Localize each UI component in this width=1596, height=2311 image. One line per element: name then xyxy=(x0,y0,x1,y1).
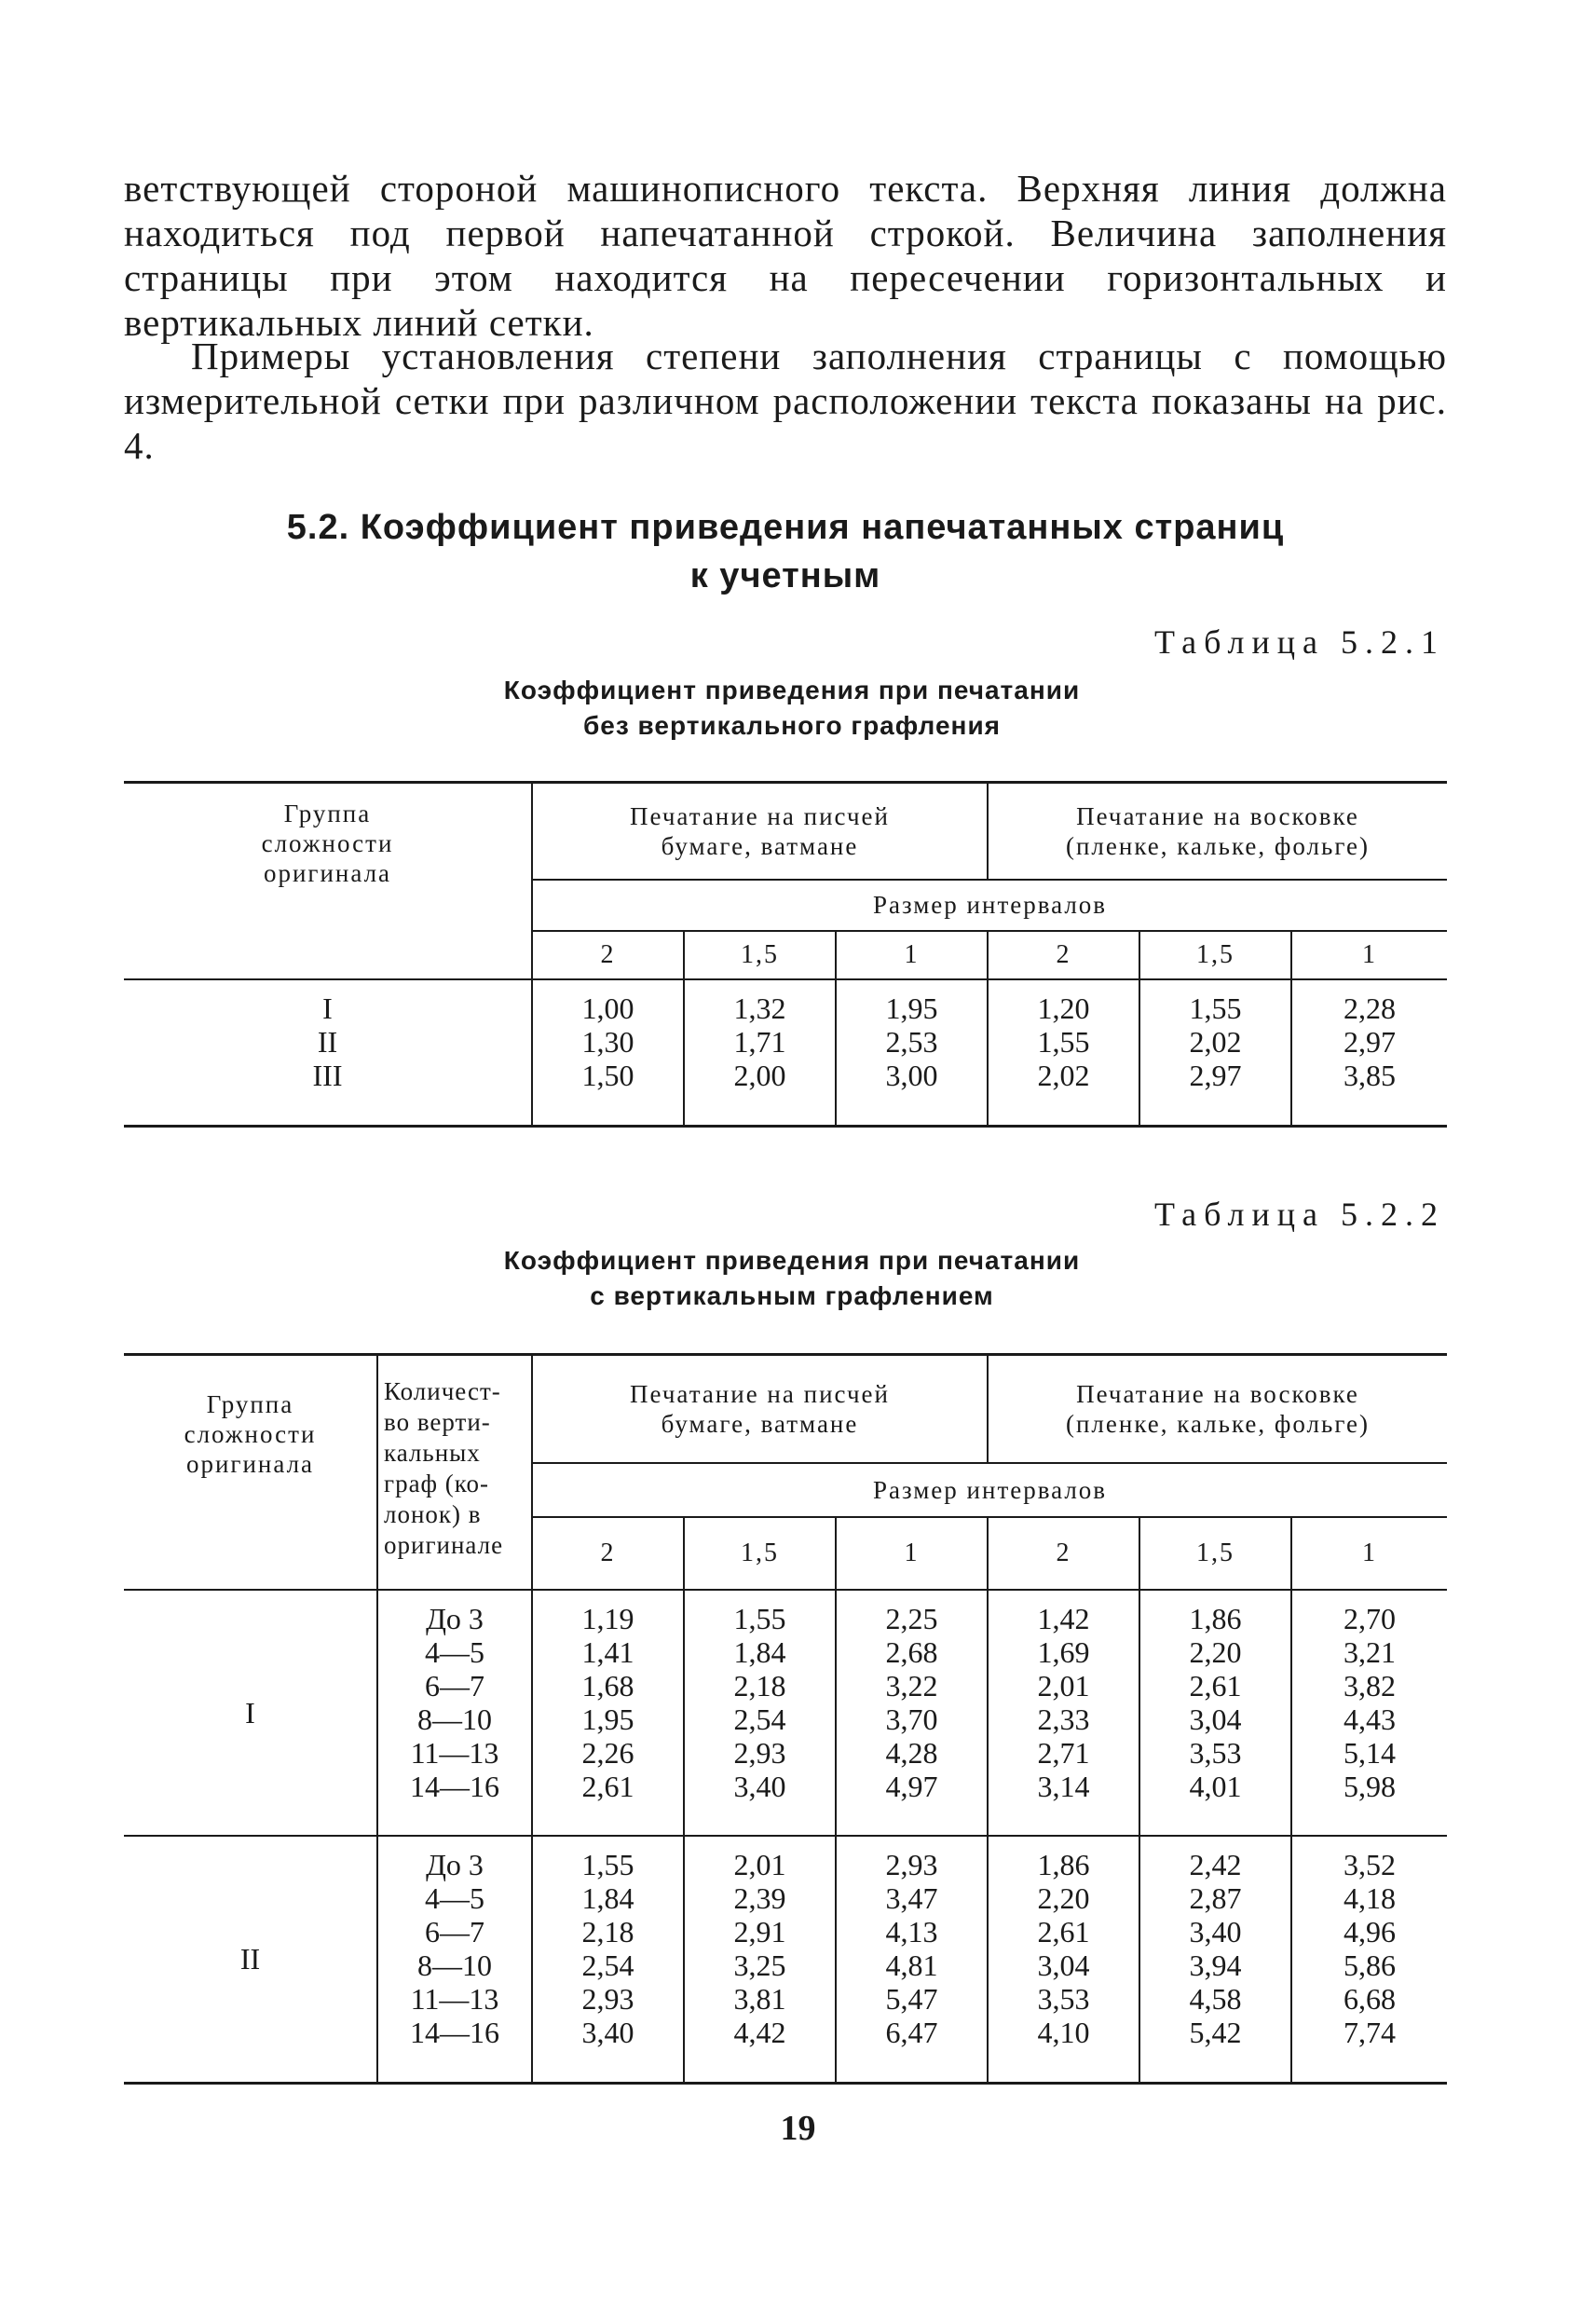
table1 xyxy=(124,781,1447,1128)
section-title-line-1: 5.2. Коэффициент приведения напечатанных страниц xyxy=(286,508,1285,547)
table1-col-header: 2 xyxy=(988,931,1139,979)
section-title xyxy=(124,503,1447,600)
table2-value-cell: 1,55 1,84 2,18 2,54 2,93 3,40 xyxy=(532,1836,684,2084)
table2-col-header: 2 xyxy=(988,1517,1139,1590)
table1-col-header: 1,5 xyxy=(684,931,836,979)
table2-group-cell: I xyxy=(124,1590,377,1836)
table2-col-header: 1,5 xyxy=(684,1517,836,1590)
table2-caption-line-1: Коэффициент приведения при печатании xyxy=(503,1246,1081,1275)
table2-group-cell: II xyxy=(124,1836,377,2084)
table2-header-paper: Печатание на писчей бумаге, ватмане xyxy=(532,1355,988,1463)
table1-caption-line-1: Коэффициент приведения при печатании xyxy=(503,676,1081,704)
table2-count-cell: До 3 4—5 6—7 8—10 11—13 14—16 xyxy=(377,1590,532,1836)
table2-col-header: 1 xyxy=(836,1517,988,1590)
table1-header-interval: Размер интервалов xyxy=(532,880,1447,931)
table2 xyxy=(124,1353,1447,2085)
table1-value-cell: 1,00 1,30 1,50 xyxy=(532,979,684,1127)
table1-groups-cell: I II III xyxy=(124,979,532,1127)
table1-value-cell: 1,55 2,02 2,97 xyxy=(1139,979,1291,1127)
table1-caption xyxy=(280,673,1304,744)
page-number: 19 xyxy=(780,2109,816,2148)
section-title-line-2: к учетным xyxy=(689,556,881,595)
table2-col-header: 1 xyxy=(1291,1517,1447,1590)
table1-value-cell: 1,32 1,71 2,00 xyxy=(684,979,836,1127)
table2-value-cell: 1,42 1,69 2,01 2,33 2,71 3,14 xyxy=(988,1590,1139,1836)
table2-header-count: Количест- во верти- кальных граф (ко- лонок) в оригинале xyxy=(377,1355,532,1590)
table2-value-cell: 2,42 2,87 3,40 3,94 4,58 5,42 xyxy=(1139,1836,1291,2084)
table2-value-cell: 1,55 1,84 2,18 2,54 2,93 3,40 xyxy=(684,1590,836,1836)
table2-header-wax: Печатание на восковке (пленке, кальке, фольге) xyxy=(988,1355,1447,1463)
table1-header-paper: Печатание на писчей бумаге, ватмане xyxy=(532,783,988,880)
table2-count-cell: До 3 4—5 6—7 8—10 11—13 14—16 xyxy=(377,1836,532,2084)
table2-value-cell: 1,86 2,20 2,61 3,04 3,53 4,10 xyxy=(988,1836,1139,2084)
table1-col-header: 1 xyxy=(1291,931,1447,979)
table1-col-header: 1,5 xyxy=(1139,931,1291,979)
table2-value-cell: 3,52 4,18 4,96 5,86 6,68 7,74 xyxy=(1291,1836,1447,2084)
table2-value-cell: 1,86 2,20 2,61 3,04 3,53 4,01 xyxy=(1139,1590,1291,1836)
table2-header-interval: Размер интервалов xyxy=(532,1463,1447,1517)
table1-value-cell: 1,95 2,53 3,00 xyxy=(836,979,988,1127)
table2-value-cell: 2,25 2,68 3,22 3,70 4,28 4,97 xyxy=(836,1590,988,1836)
table2-header-group: Группа сложности оригинала xyxy=(124,1355,377,1590)
table1-value-cell: 2,28 2,97 3,85 xyxy=(1291,979,1447,1127)
table2-col-header: 2 xyxy=(532,1517,684,1590)
table2-caption xyxy=(280,1243,1304,1314)
table1-caption-line-2: без вертикального графления xyxy=(582,711,1001,740)
table2-caption-line-2: с вертикальным графлением xyxy=(590,1281,994,1310)
paragraph-1: ветствующей стороной машинописного текста. Верхняя линия должна находиться под первой напечатанной строкой. Величина заполнения страницы при этом находится на пересечении горизонтальных и вертикальных линий сетки. xyxy=(124,167,1447,344)
table2-value-cell: 2,01 2,39 2,91 3,25 3,81 4,42 xyxy=(684,1836,836,2084)
table1-label: Таблица 5.2.1 xyxy=(1154,623,1445,661)
table1-header-wax: Печатание на восковке (пленке, кальке, фольге) xyxy=(988,783,1447,880)
table2-value-cell: 2,70 3,21 3,82 4,43 5,14 5,98 xyxy=(1291,1590,1447,1836)
table1-value-cell: 1,20 1,55 2,02 xyxy=(988,979,1139,1127)
table1-col-header: 1 xyxy=(836,931,988,979)
table1-header-group: Группа сложности оригинала xyxy=(124,783,532,979)
table1-col-header: 2 xyxy=(532,931,684,979)
table2-value-cell: 1,19 1,41 1,68 1,95 2,26 2,61 xyxy=(532,1590,684,1836)
table2-col-header: 1,5 xyxy=(1139,1517,1291,1590)
table2-label: Таблица 5.2.2 xyxy=(1154,1196,1445,1233)
table2-value-cell: 2,93 3,47 4,13 4,81 5,47 6,47 xyxy=(836,1836,988,2084)
paragraph-2: Примеры установления степени заполнения страницы с помощью измерительной сетки при различном расположении текста показаны на рис. 4. xyxy=(124,335,1447,467)
